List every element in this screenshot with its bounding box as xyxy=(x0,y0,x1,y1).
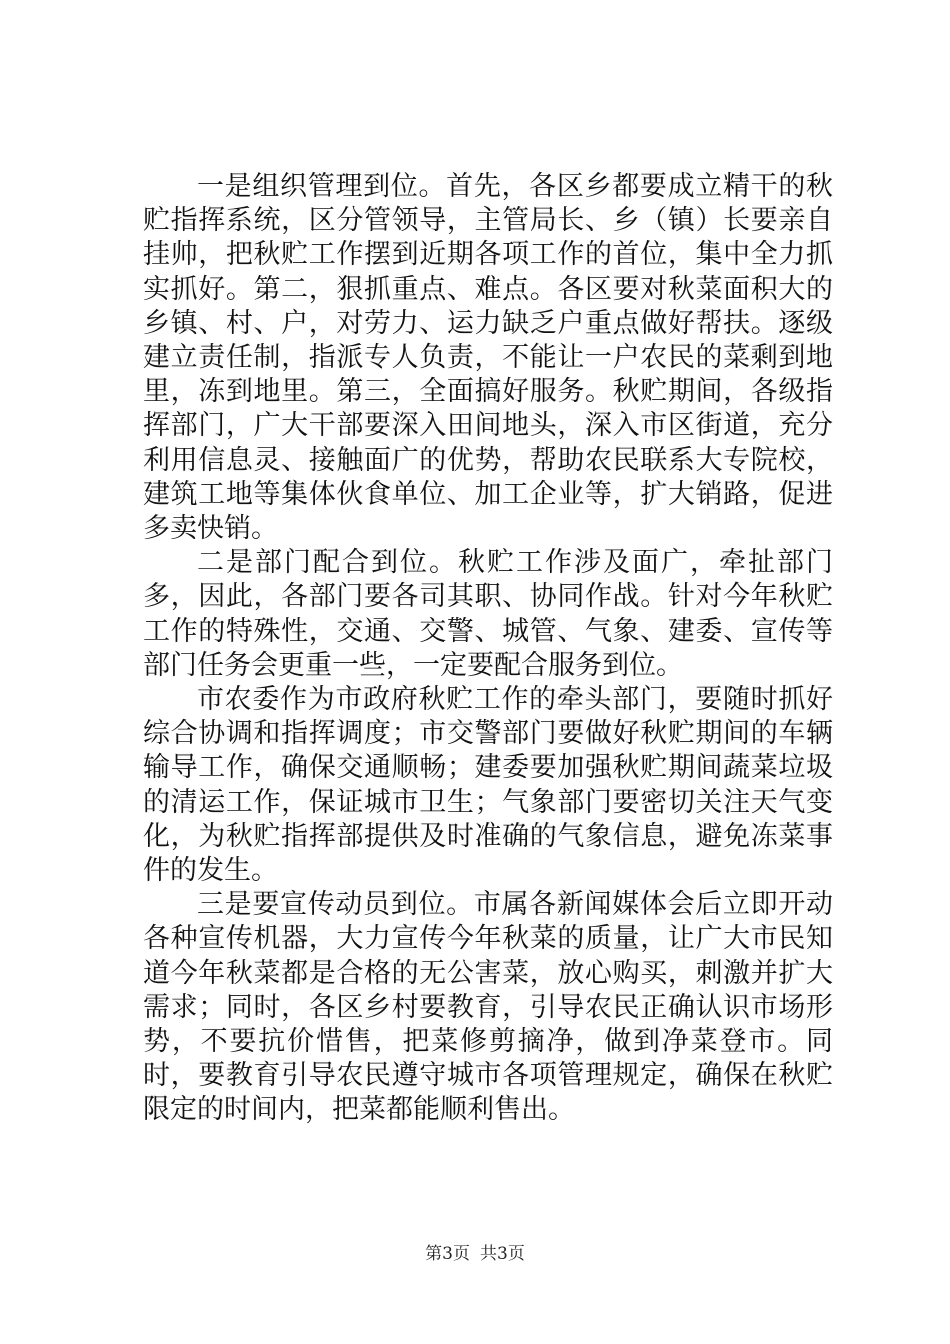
paragraph-department-coordination: 二是部门配合到位。秋贮工作涉及面广，牵扯部门多，因此，各部门要各司其职、协同作战。针对今年秋贮工作的特殊性，交通、交警、城管、气象、建委、宣传等部门任务会更重一些，一定要配合服务到位。 xyxy=(143,547,833,681)
document-body xyxy=(143,170,833,1128)
page-number-current: 第3页 xyxy=(425,1244,470,1264)
page-number-total: 共3页 xyxy=(480,1244,525,1264)
paragraph-publicity: 三是要宣传动员到位。市属各新闻媒体会后立即开动各种宣传机器，大力宣传今年秋菜的质量，让广大市民知道今年秋菜都是合格的无公害菜，放心购买，刺激并扩大需求；同时，各区乡村要教育，引导农民正确认识市场形势，不要抗价惜售，把菜修剪摘净，做到净菜登市。同时，要教育引导农民遵守城市各项管理规定，确保在秋贮限定的时间内，把菜都能顺利售出。 xyxy=(143,889,833,1126)
paragraph-agriculture-committee: 市农委作为市政府秋贮工作的牵头部门，要随时抓好综合协调和指挥调度；市交警部门要做好秋贮期间的车辆输导工作，确保交通顺畅；建委要加强秋贮期间蔬菜垃圾的清运工作，保证城市卫生；气象部门要密切关注天气变化，为秋贮指挥部提供及时准确的气象信息，避免冻菜事件的发生。 xyxy=(143,684,833,887)
page-footer xyxy=(0,1242,950,1266)
paragraph-organization: 一是组织管理到位。首先，各区乡都要成立精干的秋贮指挥系统，区分管领导，主管局长、乡（镇）长要亲自挂帅，把秋贮工作摆到近期各项工作的首位，集中全力抓实抓好。第二，狠抓重点、难点。各区要对秋菜面积大的乡镇、村、户，对劳力、运力缺乏户重点做好帮扶。逐级建立责任制，指派专人负责，不能让一户农民的菜剩到地里，冻到地里。第三，全面搞好服务。秋贮期间，各级指挥部门，广大干部要深入田间地头，深入市区街道，充分利用信息灵、接触面广的优势，帮助农民联系大专院校，建筑工地等集体伙食单位、加工企业等，扩大销路，促进多卖快销。 xyxy=(143,171,833,545)
